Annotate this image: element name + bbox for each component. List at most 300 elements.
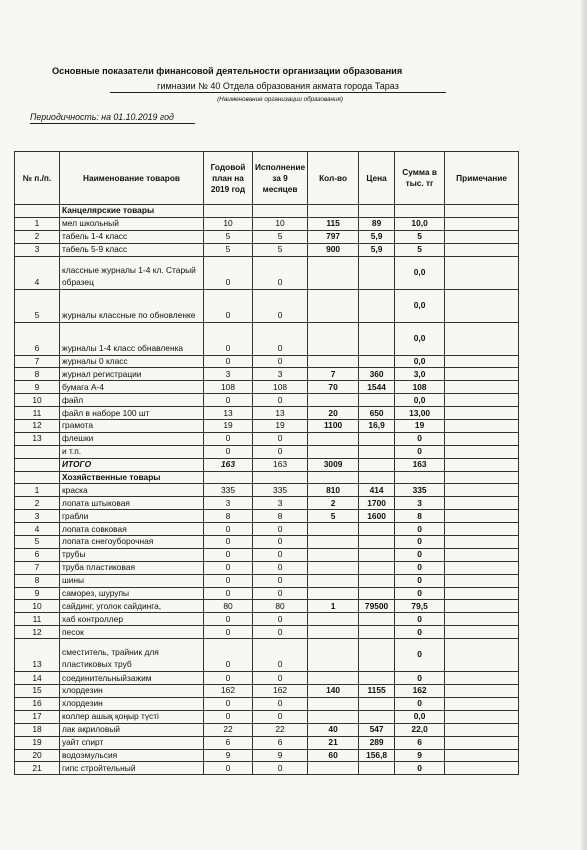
item-name: лопата снегоуборочная <box>60 536 204 549</box>
sum-value: 0 <box>395 523 445 536</box>
note-cell <box>445 355 519 368</box>
quantity-value <box>308 536 359 549</box>
sum-value: 8 <box>395 510 445 523</box>
table-row <box>15 355 519 368</box>
execution-value: 3 <box>253 368 308 381</box>
item-name: бумага А-4 <box>60 381 204 394</box>
sum-value: 335 <box>395 484 445 497</box>
table-row <box>15 420 519 433</box>
document-title: Основные показатели финансовой деятельности организации образования <box>52 66 403 76</box>
execution-value: 162 <box>253 685 308 698</box>
execution-value: 10 <box>253 217 308 230</box>
price-value <box>359 639 395 672</box>
plan-value: 5 <box>204 243 253 256</box>
table-row <box>15 381 519 394</box>
sum-value: 0 <box>395 587 445 600</box>
sum-value: 0 <box>395 697 445 710</box>
note-cell <box>445 394 519 407</box>
execution-value: 0 <box>253 626 308 639</box>
plan-value: 162 <box>204 685 253 698</box>
note-cell <box>445 587 519 600</box>
quantity-value: 810 <box>308 484 359 497</box>
quantity-value <box>308 626 359 639</box>
price-value: 16,9 <box>359 420 395 433</box>
row-number: 13 <box>15 639 60 672</box>
row-number: 12 <box>15 626 60 639</box>
table-row <box>15 613 519 626</box>
row-number: 2 <box>15 497 60 510</box>
note-cell <box>445 736 519 749</box>
execution-value: 0 <box>253 710 308 723</box>
quantity-value: 2 <box>308 497 359 510</box>
execution-value: 0 <box>253 322 308 355</box>
note-cell <box>445 523 519 536</box>
table-row <box>15 561 519 574</box>
execution-value: 0 <box>253 256 308 289</box>
plan-value: 3 <box>204 497 253 510</box>
table-row <box>15 289 519 322</box>
item-name: сайдинг, уголок сайдинга, <box>60 600 204 613</box>
item-name: флешки <box>60 432 204 445</box>
plan-value: 0 <box>204 574 253 587</box>
sum-value: 0 <box>395 613 445 626</box>
table-body <box>15 205 519 775</box>
item-name: хлордезин <box>60 685 204 698</box>
row-number: 12 <box>15 420 60 433</box>
execution-value: 108 <box>253 381 308 394</box>
plan-value: 0 <box>204 697 253 710</box>
note-cell <box>445 685 519 698</box>
plan-value: 10 <box>204 217 253 230</box>
quantity-value <box>308 710 359 723</box>
execution-value: 0 <box>253 394 308 407</box>
plan-value: 108 <box>204 381 253 394</box>
row-number: 3 <box>15 510 60 523</box>
row-number: 7 <box>15 561 60 574</box>
table-row <box>15 736 519 749</box>
financial-table <box>14 151 519 775</box>
price-value: 650 <box>359 407 395 420</box>
quantity-value <box>308 613 359 626</box>
organization-name: гимназии № 40 Отдела образования акмата города Тараз <box>110 81 446 93</box>
sum-value: 19 <box>395 420 445 433</box>
row-number: 21 <box>15 762 60 775</box>
execution-value: 22 <box>253 723 308 736</box>
plan-value: 5 <box>204 230 253 243</box>
row-number: 15 <box>15 685 60 698</box>
plan-value: 0 <box>204 432 253 445</box>
row-number: 18 <box>15 723 60 736</box>
quantity-value: 1 <box>308 600 359 613</box>
empty-cell <box>395 471 445 484</box>
item-name: уайт спирт <box>60 736 204 749</box>
table-row <box>15 243 519 256</box>
item-name: трубы <box>60 548 204 561</box>
plan-value: 22 <box>204 723 253 736</box>
plan-value: 0 <box>204 322 253 355</box>
price-value <box>359 536 395 549</box>
note-cell <box>445 536 519 549</box>
quantity-value <box>308 762 359 775</box>
note-cell <box>445 561 519 574</box>
sum-value: 0 <box>395 445 445 458</box>
price-value: 79500 <box>359 600 395 613</box>
price-value <box>359 587 395 600</box>
price-value <box>359 445 395 458</box>
note-cell <box>445 445 519 458</box>
execution-value: 0 <box>253 432 308 445</box>
empty-cell <box>445 471 519 484</box>
sum-value: 5 <box>395 243 445 256</box>
row-number: 8 <box>15 368 60 381</box>
plan-value: 19 <box>204 420 253 433</box>
price-value: 289 <box>359 736 395 749</box>
quantity-value <box>308 256 359 289</box>
note-cell <box>445 510 519 523</box>
table-row <box>15 256 519 289</box>
quantity-value: 900 <box>308 243 359 256</box>
item-name: ИТОГО <box>60 458 204 471</box>
note-cell <box>445 723 519 736</box>
empty-cell <box>359 471 395 484</box>
plan-value: 0 <box>204 394 253 407</box>
execution-value: 80 <box>253 600 308 613</box>
note-cell <box>445 217 519 230</box>
plan-value: 0 <box>204 626 253 639</box>
item-name: табель 5-9 класс <box>60 243 204 256</box>
price-value <box>359 523 395 536</box>
sum-value: 0 <box>395 574 445 587</box>
sum-value: 0 <box>395 672 445 685</box>
execution-value: 0 <box>253 697 308 710</box>
sum-value: 0 <box>395 639 445 672</box>
execution-value: 8 <box>253 510 308 523</box>
price-value: 414 <box>359 484 395 497</box>
col-header-sum: Сумма в тыс. тг <box>395 152 445 205</box>
item-name: журналы 1-4 класс обнавленка <box>60 322 204 355</box>
price-value: 1544 <box>359 381 395 394</box>
total-row <box>15 458 519 471</box>
sum-value: 9 <box>395 749 445 762</box>
item-name: лопата штыковая <box>60 497 204 510</box>
item-name: журналы 0 класс <box>60 355 204 368</box>
price-value: 1155 <box>359 685 395 698</box>
row-number: 8 <box>15 574 60 587</box>
execution-value: 0 <box>253 548 308 561</box>
table-row <box>15 432 519 445</box>
execution-value: 6 <box>253 736 308 749</box>
table-row <box>15 723 519 736</box>
price-value <box>359 613 395 626</box>
item-name: сместитель, трайник для пластиковых труб <box>60 639 204 672</box>
note-cell <box>445 574 519 587</box>
reporting-period: Периодичность: на 01.10.2019 год <box>30 112 195 124</box>
note-cell <box>445 613 519 626</box>
row-number: 5 <box>15 536 60 549</box>
quantity-value <box>308 697 359 710</box>
row-number: 9 <box>15 587 60 600</box>
note-cell <box>445 749 519 762</box>
price-value <box>359 322 395 355</box>
quantity-value <box>308 394 359 407</box>
sum-value: 163 <box>395 458 445 471</box>
item-name: хаб контроллер <box>60 613 204 626</box>
execution-value: 0 <box>253 613 308 626</box>
empty-cell <box>253 205 308 218</box>
row-number <box>15 458 60 471</box>
table-row <box>15 510 519 523</box>
plan-value: 0 <box>204 523 253 536</box>
sum-value: 0,0 <box>395 322 445 355</box>
note-cell <box>445 322 519 355</box>
plan-value: 13 <box>204 407 253 420</box>
execution-value: 0 <box>253 289 308 322</box>
sum-value: 79,5 <box>395 600 445 613</box>
quantity-value: 140 <box>308 685 359 698</box>
note-cell <box>445 672 519 685</box>
row-number: 5 <box>15 289 60 322</box>
price-value: 360 <box>359 368 395 381</box>
row-number: 13 <box>15 432 60 445</box>
quantity-value <box>308 574 359 587</box>
quantity-value: 60 <box>308 749 359 762</box>
plan-value: 80 <box>204 600 253 613</box>
table-row <box>15 523 519 536</box>
execution-value: 0 <box>253 445 308 458</box>
note-cell <box>445 497 519 510</box>
sum-value: 22,0 <box>395 723 445 736</box>
execution-value: 13 <box>253 407 308 420</box>
sum-value: 0 <box>395 548 445 561</box>
execution-value: 0 <box>253 536 308 549</box>
sum-value: 0 <box>395 561 445 574</box>
price-value <box>359 561 395 574</box>
quantity-value <box>308 587 359 600</box>
sum-value: 3 <box>395 497 445 510</box>
col-header-quantity: Кол-во <box>308 152 359 205</box>
execution-value: 0 <box>253 587 308 600</box>
row-number <box>15 445 60 458</box>
item-name: краска <box>60 484 204 497</box>
sum-value: 0 <box>395 536 445 549</box>
execution-value: 335 <box>253 484 308 497</box>
section-header-row <box>15 471 519 484</box>
table-row <box>15 697 519 710</box>
row-number: 9 <box>15 381 60 394</box>
quantity-value: 797 <box>308 230 359 243</box>
sum-value: 6 <box>395 736 445 749</box>
price-value: 156,8 <box>359 749 395 762</box>
sum-value: 0 <box>395 626 445 639</box>
sum-value: 0,0 <box>395 394 445 407</box>
table-row <box>15 217 519 230</box>
section-title: Хозяйственные товары <box>60 471 204 484</box>
table-row <box>15 587 519 600</box>
item-name: лак акриловый <box>60 723 204 736</box>
price-value <box>359 710 395 723</box>
empty-cell <box>253 471 308 484</box>
table-row <box>15 394 519 407</box>
empty-cell <box>204 471 253 484</box>
table-row <box>15 548 519 561</box>
item-name: файл <box>60 394 204 407</box>
note-cell <box>445 458 519 471</box>
price-value: 89 <box>359 217 395 230</box>
row-number: 6 <box>15 322 60 355</box>
plan-value: 0 <box>204 710 253 723</box>
col-header-plan: Годовой план на 2019 год <box>204 152 253 205</box>
price-value <box>359 697 395 710</box>
section-number-cell <box>15 205 60 218</box>
price-value <box>359 548 395 561</box>
empty-cell <box>395 205 445 218</box>
plan-value: 0 <box>204 536 253 549</box>
table-row <box>15 407 519 420</box>
execution-value: 5 <box>253 230 308 243</box>
page-edge <box>581 0 587 850</box>
quantity-value <box>308 639 359 672</box>
quantity-value: 21 <box>308 736 359 749</box>
plan-value: 8 <box>204 510 253 523</box>
sum-value: 0,0 <box>395 710 445 723</box>
note-cell <box>445 697 519 710</box>
execution-value: 0 <box>253 672 308 685</box>
plan-value: 0 <box>204 672 253 685</box>
item-name: табель 1-4 класс <box>60 230 204 243</box>
sum-value: 3,0 <box>395 368 445 381</box>
section-number-cell <box>15 471 60 484</box>
sum-value: 0,0 <box>395 289 445 322</box>
sum-value: 0 <box>395 432 445 445</box>
note-cell <box>445 230 519 243</box>
quantity-value: 115 <box>308 217 359 230</box>
empty-cell <box>204 205 253 218</box>
price-value <box>359 432 395 445</box>
table-row <box>15 685 519 698</box>
table-row <box>15 445 519 458</box>
note-cell <box>445 420 519 433</box>
execution-value: 0 <box>253 639 308 672</box>
sum-value: 0,0 <box>395 256 445 289</box>
section-header-row <box>15 205 519 218</box>
table-row <box>15 710 519 723</box>
row-number: 19 <box>15 736 60 749</box>
row-number: 14 <box>15 672 60 685</box>
execution-value: 0 <box>253 762 308 775</box>
item-name: файл в наборе 100 шт <box>60 407 204 420</box>
execution-value: 9 <box>253 749 308 762</box>
sum-value: 162 <box>395 685 445 698</box>
execution-value: 0 <box>253 355 308 368</box>
sum-value: 13,00 <box>395 407 445 420</box>
item-name: лопата совковая <box>60 523 204 536</box>
empty-cell <box>445 205 519 218</box>
item-name: труба пластиковая <box>60 561 204 574</box>
row-number: 17 <box>15 710 60 723</box>
section-title: Канцелярские товары <box>60 205 204 218</box>
item-name: шины <box>60 574 204 587</box>
note-cell <box>445 548 519 561</box>
plan-value: 163 <box>204 458 253 471</box>
price-value: 1600 <box>359 510 395 523</box>
row-number: 7 <box>15 355 60 368</box>
row-number: 20 <box>15 749 60 762</box>
col-header-note: Примечание <box>445 152 519 205</box>
row-number: 10 <box>15 394 60 407</box>
table-row <box>15 626 519 639</box>
item-name: журнал регистрации <box>60 368 204 381</box>
empty-cell <box>308 205 359 218</box>
row-number: 11 <box>15 613 60 626</box>
price-value <box>359 458 395 471</box>
table-row <box>15 497 519 510</box>
empty-cell <box>308 471 359 484</box>
item-name: коллер ашық қоңыр түсті <box>60 710 204 723</box>
row-number: 4 <box>15 523 60 536</box>
item-name: песок <box>60 626 204 639</box>
quantity-value <box>308 523 359 536</box>
sum-value: 10,0 <box>395 217 445 230</box>
row-number: 1 <box>15 484 60 497</box>
plan-value: 0 <box>204 355 253 368</box>
note-cell <box>445 762 519 775</box>
price-value <box>359 626 395 639</box>
execution-value: 19 <box>253 420 308 433</box>
note-cell <box>445 381 519 394</box>
quantity-value <box>308 322 359 355</box>
note-cell <box>445 639 519 672</box>
quantity-value <box>308 672 359 685</box>
plan-value: 0 <box>204 561 253 574</box>
plan-value: 9 <box>204 749 253 762</box>
plan-value: 0 <box>204 613 253 626</box>
empty-cell <box>359 205 395 218</box>
plan-value: 0 <box>204 762 253 775</box>
quantity-value: 7 <box>308 368 359 381</box>
note-cell <box>445 710 519 723</box>
execution-value: 0 <box>253 561 308 574</box>
row-number: 6 <box>15 548 60 561</box>
plan-value: 3 <box>204 368 253 381</box>
table-row <box>15 230 519 243</box>
row-number: 10 <box>15 600 60 613</box>
price-value <box>359 672 395 685</box>
row-number: 2 <box>15 230 60 243</box>
table-row <box>15 574 519 587</box>
item-name: грабли <box>60 510 204 523</box>
quantity-value: 70 <box>308 381 359 394</box>
table-row <box>15 322 519 355</box>
table-row <box>15 762 519 775</box>
execution-value: 0 <box>253 523 308 536</box>
item-name: саморез, шурупы <box>60 587 204 600</box>
table-row <box>15 536 519 549</box>
price-value <box>359 762 395 775</box>
row-number: 11 <box>15 407 60 420</box>
table-row <box>15 600 519 613</box>
execution-value: 163 <box>253 458 308 471</box>
col-header-execution: Исполнение за 9 месяцев <box>253 152 308 205</box>
table-row <box>15 484 519 497</box>
organization-caption: (Наименование организации образования) <box>217 96 343 103</box>
item-name: журналы классные по обновленке <box>60 289 204 322</box>
quantity-value <box>308 561 359 574</box>
quantity-value: 40 <box>308 723 359 736</box>
quantity-value: 1100 <box>308 420 359 433</box>
sum-value: 108 <box>395 381 445 394</box>
price-value: 5,9 <box>359 230 395 243</box>
plan-value: 6 <box>204 736 253 749</box>
